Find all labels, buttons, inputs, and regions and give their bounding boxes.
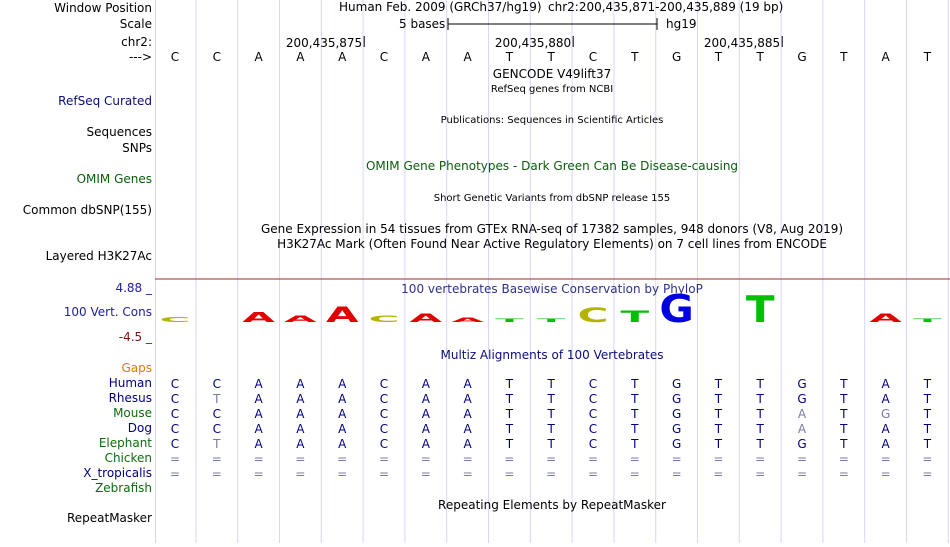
conservation-logo-base: A <box>409 311 443 326</box>
alignment-base-rhesus: A <box>463 392 472 406</box>
alignment-base-mouse: G <box>671 407 682 421</box>
alignment-base-human: T <box>547 377 555 391</box>
alignment-base-mouse: T <box>547 407 555 421</box>
alignment-base-elephant: G <box>797 437 807 451</box>
sequence-base: C <box>379 50 389 64</box>
alignment-base-chicken: = <box>295 452 306 466</box>
alignment-base-human: A <box>881 377 890 391</box>
sequence-base: A <box>254 50 263 64</box>
sequence-base: T <box>547 50 555 64</box>
conservation-logo-base: A <box>284 314 317 325</box>
publications-track-title: Publications: Sequences in Scientific Articles <box>440 115 664 126</box>
alignment-base-rhesus: A <box>338 392 347 406</box>
conservation-logo-base: A <box>451 316 484 324</box>
sequence-base: T <box>714 50 723 64</box>
alignment-base-human: A <box>338 377 347 391</box>
sequence-base: A <box>338 50 347 64</box>
sequence-base: A <box>463 50 472 64</box>
alignment-base-elephant: T <box>923 437 932 451</box>
alignment-base-chicken: = <box>880 452 891 466</box>
alignment-base-mouse: C <box>379 407 389 421</box>
track-label-common-dbsnp[interactable]: Common dbSNP(155) <box>22 203 152 217</box>
alignment-base-rhesus: T <box>714 392 723 406</box>
alignment-base-dog: A <box>881 422 890 436</box>
conservation-logo-base: C <box>577 304 609 327</box>
alignment-base-human: T <box>714 377 723 391</box>
alignment-base-mouse: T <box>631 407 639 421</box>
alignment-base-dog: T <box>923 422 932 436</box>
alignment-base-rhesus: T <box>923 392 932 406</box>
sequence-base: T <box>840 50 848 64</box>
track-label-window-position: Window Position <box>54 1 152 15</box>
conservation-logo-base: C <box>159 315 191 324</box>
sequence-base: A <box>881 50 890 64</box>
alignment-base-chicken: = <box>587 452 599 466</box>
alignment-base-dog: A <box>463 422 472 436</box>
alignment-base-human: G <box>797 377 807 391</box>
alignment-base-rhesus: T <box>631 392 639 406</box>
alignment-base-rhesus: T <box>547 392 555 406</box>
alignment-base-human: C <box>170 377 180 391</box>
alignment-base-human: C <box>588 377 598 391</box>
track-label-sequences[interactable]: Sequences <box>86 125 152 139</box>
scale-bar <box>448 18 657 30</box>
ruler-tick-label: 200,435,880 <box>494 36 572 50</box>
alignment-base-chicken: = <box>462 452 473 466</box>
track-label-snps[interactable]: SNPs <box>122 141 152 155</box>
alignment-base-x-tropicalis: = <box>169 467 181 481</box>
alignment-base-elephant: A <box>463 437 472 451</box>
alignment-base-x-tropicalis: = <box>671 467 682 481</box>
alignment-base-mouse: T <box>923 407 932 421</box>
alignment-base-chicken: = <box>629 452 640 466</box>
alignment-base-x-tropicalis: = <box>838 467 849 481</box>
alignment-base-rhesus: G <box>671 392 682 406</box>
sequence-base: A <box>296 50 305 64</box>
alignment-base-human: T <box>756 377 764 391</box>
alignment-base-mouse: A <box>421 407 430 421</box>
alignment-base-dog: C <box>588 422 598 436</box>
alignment-base-x-tropicalis: = <box>546 467 557 481</box>
track-label-scale: Scale <box>119 17 152 31</box>
track-label-phylop-min: -4.5 _ <box>118 330 152 344</box>
track-label-arrow: ---> <box>128 50 152 64</box>
alignment-base-dog: T <box>756 422 764 436</box>
conservation-logo-base: A <box>325 302 359 328</box>
alignment-base-chicken: = <box>504 452 515 466</box>
position-range: chr2:200,435,871-200,435,889 (19 bp) <box>548 0 784 14</box>
alignment-base-human: C <box>212 377 221 391</box>
alignment-base-x-tropicalis: = <box>880 467 891 481</box>
alignment-base-rhesus: A <box>254 392 263 406</box>
alignment-base-dog: A <box>797 422 807 436</box>
alignment-base-dog: A <box>421 422 430 436</box>
alignment-base-human: A <box>421 377 430 391</box>
omim-track-title: OMIM Gene Phenotypes - Dark Green Can Be Disease-causing <box>365 159 739 173</box>
track-label-zebrafish: Zebrafish <box>95 481 152 495</box>
alignment-base-dog: C <box>212 422 221 436</box>
sequence-base: C <box>588 50 598 64</box>
dna-sequence <box>171 50 932 64</box>
alignment-base-elephant: T <box>756 437 764 451</box>
track-canvas <box>155 0 950 543</box>
scale-db: hg19 <box>666 17 697 31</box>
alignment-base-chicken: = <box>713 452 724 466</box>
alignment-base-elephant: T <box>505 437 514 451</box>
alignment-base-chicken: = <box>838 452 849 466</box>
alignment-base-dog: A <box>296 422 305 436</box>
track-label-x-tropicalis: X_tropicalis <box>83 466 152 480</box>
alignment-base-x-tropicalis: = <box>462 467 473 481</box>
conservation-logo-base: T <box>536 318 566 324</box>
track-label-chicken: Chicken <box>104 451 152 465</box>
track-label-panel <box>0 0 155 543</box>
dbsnp-track-title: Short Genetic Variants from dbSNP release 155 <box>433 193 671 204</box>
alignment-base-x-tropicalis: = <box>713 467 724 481</box>
gtex-track-title: Gene Expression in 54 tissues from GTEx RNA-seq of 17382 samples, 948 donors (V8, Aug 2019) <box>260 222 844 236</box>
alignment-base-elephant: C <box>170 437 180 451</box>
alignment-base-rhesus: T <box>840 392 848 406</box>
refseq-track-title: RefSeq genes from NCBI <box>490 84 614 95</box>
alignment-base-mouse: T <box>505 407 514 421</box>
alignment-base-elephant: G <box>671 437 682 451</box>
alignment-base-x-tropicalis: = <box>253 467 264 481</box>
track-label-chr2: chr2: <box>121 35 152 49</box>
alignment-base-human: A <box>463 377 472 391</box>
alignment-base-mouse: T <box>714 407 723 421</box>
alignment-base-rhesus: C <box>170 392 180 406</box>
alignment-base-dog: T <box>505 422 514 436</box>
sequence-base: T <box>631 50 639 64</box>
alignment-base-rhesus: T <box>213 392 221 406</box>
alignment-base-human: T <box>505 377 514 391</box>
alignment-base-rhesus: C <box>379 392 389 406</box>
alignment-base-elephant: A <box>254 437 263 451</box>
track-label-refseq-curated[interactable]: RefSeq Curated <box>58 94 152 108</box>
alignment-base-x-tropicalis: = <box>211 467 222 481</box>
track-label-layered-h3k27ac[interactable]: Layered H3K27Ac <box>45 249 152 263</box>
alignment-base-dog: A <box>338 422 347 436</box>
assembly-label: Human Feb. 2009 (GRCh37/hg19) <box>339 0 542 14</box>
alignment-base-mouse: T <box>756 407 764 421</box>
track-label-phylop-max: 4.88 _ <box>115 281 152 295</box>
alignment-base-rhesus: A <box>296 392 305 406</box>
alignment-base-mouse: C <box>170 407 180 421</box>
ruler-tick-label: 200,435,875 <box>285 36 363 50</box>
alignment-base-x-tropicalis: = <box>922 467 933 481</box>
alignment-base-mouse: A <box>797 407 807 421</box>
alignment-base-dog: T <box>714 422 723 436</box>
conservation-logo-base: A <box>869 311 902 326</box>
alignment-base-human: G <box>671 377 682 391</box>
conservation-logo-base: T <box>913 318 942 324</box>
alignment-base-elephant: T <box>547 437 555 451</box>
sequence-base: G <box>671 50 682 64</box>
alignment-base-human: T <box>840 377 848 391</box>
alignment-base-human: A <box>254 377 263 391</box>
repeatmasker-track-title: Repeating Elements by RepeatMasker <box>438 498 666 512</box>
alignment-base-human: C <box>379 377 389 391</box>
alignment-base-elephant: C <box>379 437 389 451</box>
alignment-base-rhesus: C <box>588 392 598 406</box>
alignment-base-mouse: A <box>463 407 472 421</box>
conservation-logo-base: T <box>620 306 650 327</box>
alignment-base-elephant: T <box>840 437 848 451</box>
alignment-base-x-tropicalis: = <box>378 467 390 481</box>
conservation-logo-base: A <box>242 309 275 326</box>
conservation-logo-base: T <box>745 288 775 332</box>
alignment-base-elephant: A <box>421 437 430 451</box>
alignment-base-x-tropicalis: = <box>337 467 348 481</box>
sequence-base: T <box>505 50 514 64</box>
track-label-rhesus: Rhesus <box>108 391 152 405</box>
alignment-base-x-tropicalis: = <box>755 467 766 481</box>
phylop-track-title: 100 vertebrates Basewise Conservation by PhyloP <box>401 282 703 296</box>
alignment-base-x-tropicalis: = <box>629 467 640 481</box>
track-label-repeatmasker[interactable]: RepeatMasker <box>66 511 152 525</box>
alignment-base-x-tropicalis: = <box>504 467 515 481</box>
alignment-base-rhesus: G <box>797 392 807 406</box>
alignment-base-chicken: = <box>796 452 808 466</box>
sequence-base: C <box>170 50 180 64</box>
alignment-base-mouse: T <box>840 407 848 421</box>
alignment-base-elephant: T <box>714 437 723 451</box>
alignment-base-chicken: = <box>211 452 222 466</box>
alignment-base-human: A <box>296 377 305 391</box>
conservation-logo-base: T <box>495 318 524 324</box>
sequence-base: C <box>212 50 221 64</box>
alignment-base-elephant: A <box>881 437 890 451</box>
alignment-base-elephant: C <box>588 437 598 451</box>
alignment-base-dog: C <box>170 422 180 436</box>
track-label-vert-cons[interactable]: 100 Vert. Cons <box>63 305 152 319</box>
conservation-logo-base: G <box>659 286 694 332</box>
sequence-base: T <box>756 50 764 64</box>
alignment-base-human: T <box>631 377 639 391</box>
alignment-base-chicken: = <box>420 452 431 466</box>
alignment-base-mouse: G <box>880 407 891 421</box>
alignment-base-dog: T <box>547 422 555 436</box>
track-label-human: Human <box>108 376 152 390</box>
multiz-track-title: Multiz Alignments of 100 Vertebrates <box>440 348 664 362</box>
alignment-base-chicken: = <box>337 452 348 466</box>
alignment-base-chicken: = <box>546 452 557 466</box>
ruler-tick-label: 200,435,885 <box>703 36 781 50</box>
track-label-omim-genes[interactable]: OMIM Genes <box>76 172 152 186</box>
track-label-mouse: Mouse <box>113 406 152 420</box>
alignment-base-chicken: = <box>169 452 181 466</box>
genome-browser-image[interactable] <box>155 0 950 543</box>
alignment-base-x-tropicalis: = <box>420 467 431 481</box>
scale-label: 5 bases <box>399 17 446 31</box>
alignment-base-mouse: A <box>296 407 305 421</box>
alignment-base-elephant: A <box>338 437 347 451</box>
alignment-base-dog: G <box>671 422 682 436</box>
h3k27ac-track-title: H3K27Ac Mark (Often Found Near Active Regulatory Elements) on 7 cell lines from ENCODE <box>277 237 827 251</box>
alignment-base-rhesus: A <box>421 392 430 406</box>
alignment-base-mouse: A <box>254 407 263 421</box>
alignment-base-rhesus: A <box>881 392 890 406</box>
alignment-base-rhesus: T <box>756 392 764 406</box>
alignment-base-mouse: C <box>212 407 221 421</box>
alignment-base-dog: A <box>254 422 263 436</box>
alignment-base-elephant: A <box>296 437 305 451</box>
alignment-base-rhesus: T <box>505 392 514 406</box>
alignment-base-chicken: = <box>922 452 933 466</box>
alignment-base-x-tropicalis: = <box>587 467 599 481</box>
sequence-base: A <box>421 50 430 64</box>
alignment-base-mouse: A <box>338 407 347 421</box>
alignment-base-chicken: = <box>755 452 766 466</box>
alignment-base-x-tropicalis: = <box>295 467 306 481</box>
gencode-track-title: GENCODE V49lift37 <box>492 67 612 81</box>
multiz-alignment <box>170 377 932 481</box>
sequence-base: G <box>797 50 807 64</box>
alignment-base-dog: T <box>840 422 848 436</box>
sequence-base: T <box>923 50 932 64</box>
alignment-base-dog: T <box>631 422 639 436</box>
alignment-base-chicken: = <box>671 452 682 466</box>
track-label-gaps: Gaps <box>121 361 152 375</box>
alignment-base-x-tropicalis: = <box>796 467 808 481</box>
alignment-base-human: T <box>923 377 932 391</box>
track-label-dog: Dog <box>127 421 152 435</box>
alignment-base-chicken: = <box>253 452 264 466</box>
conservation-logo-base: C <box>368 314 400 325</box>
base-position-ruler <box>286 36 782 50</box>
alignment-base-mouse: C <box>588 407 598 421</box>
alignment-base-chicken: = <box>378 452 390 466</box>
alignment-base-elephant: T <box>631 437 639 451</box>
alignment-base-elephant: T <box>213 437 221 451</box>
track-label-elephant: Elephant <box>98 436 152 450</box>
alignment-base-dog: C <box>379 422 389 436</box>
